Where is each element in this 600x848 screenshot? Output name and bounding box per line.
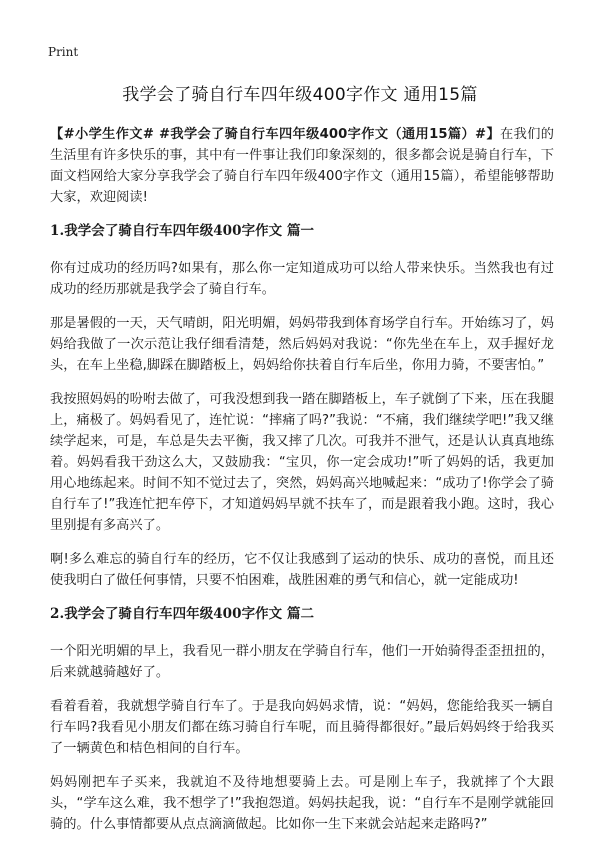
print-label: Print <box>48 45 79 59</box>
intro-text: 在我们的生活里有许多快乐的事，其中有一件事让我们印象深刻的，很多都会说是骑自行车，下面文档网给大家分享我学会了骑自行车四年级400字作文（通用15篇），希望能够帮助大家，欢迎阅读! <box>50 127 554 205</box>
intro-tag: 【#小学生作文# #我学会了骑自行车四年级400字作文（通用15篇）#】 <box>50 127 501 142</box>
section-2-paragraph: 看着看着，我就想学骑自行车了。于是我向妈妈求情，说：“妈妈，您能给我买一辆自行车吗?我看见小朋友们都在练习骑自行车呢，而且骑得都很好。”最后妈妈终于给我买了一辆黄色和桔色相间的自行车。 <box>50 699 554 756</box>
section-1-paragraph: 啊!多么难忘的骑自行车的经历，它不仅让我感到了运动的快乐、成功的喜悦，而且还使我明白了做任何事情，只要不怕困难，战胜困难的勇气和信心，就一定能成功! <box>50 552 554 588</box>
section-2-paragraph: 一个阳光明媚的早上，我看见一群小朋友在学骑自行车，他们一开始骑得歪歪扭扭的，后来就越骑越好了。 <box>50 644 554 680</box>
document-title: 我学会了骑自行车四年级400字作文 通用15篇 <box>122 85 478 105</box>
document-body <box>50 124 554 848</box>
section-2-paragraph: 妈妈刚把车子买来，我就迫不及待地想要骑上去。可是刚上车子，我就摔了个大跟头，“学车这么难，我不想学了!”我抱怨道。妈妈扶起我，说：“自行车不是刚学就能回骑的。什么事情都要从点点滴滴做起。比如你一生下来就会站起来走路吗?” <box>50 775 554 832</box>
section-2-heading: 2.我学会了骑自行车四年级400字作文 篇二 <box>50 606 315 622</box>
section-1-paragraph: 我按照妈妈的吩咐去做了，可我没想到我一踏在脚踏板上，车子就倒了下来，压在我腿上，痛极了。妈妈看见了，连忙说：“摔痛了吗?”我说：“不痛，我们继续学吧!”我又继续学起来，可是，车总是失去平衡，我又摔了几次。可我并不泄气，还是认认真真地练着。妈妈看我干劲这么大，又鼓励我：“宝贝，你一定会成功!”听了妈妈的话，我更加用心地练起来。时间不知不觉过去了，突然，妈妈高兴地喊起来：“成功了!你学会了骑自行车了!”我连忙把车停下，才知道妈妈早就不扶车了，而是跟着我小跑。这时，我心里别提有多高兴了。 <box>50 392 554 533</box>
section-1-paragraph: 那是暑假的一天，天气晴朗，阳光明媚，妈妈带我到体育场学自行车。开始练习了，妈妈给我做了一次示范让我仔细看清楚，然后妈妈对我说：“你先坐在车上，双手握好龙头，在车上坐稳,脚踩在脚踏板上，妈妈给你扶着自行车后坐，你用力骑，不要害怕。” <box>50 316 554 373</box>
intro-paragraph <box>50 124 554 208</box>
section-1-heading: 1.我学会了骑自行车四年级400字作文 篇一 <box>50 223 315 239</box>
section-1-paragraph: 你有过成功的经历吗?如果有，那么你一定知道成功可以给人带来快乐。当然我也有过成功的经历那就是我学会了骑自行车。 <box>50 261 554 297</box>
